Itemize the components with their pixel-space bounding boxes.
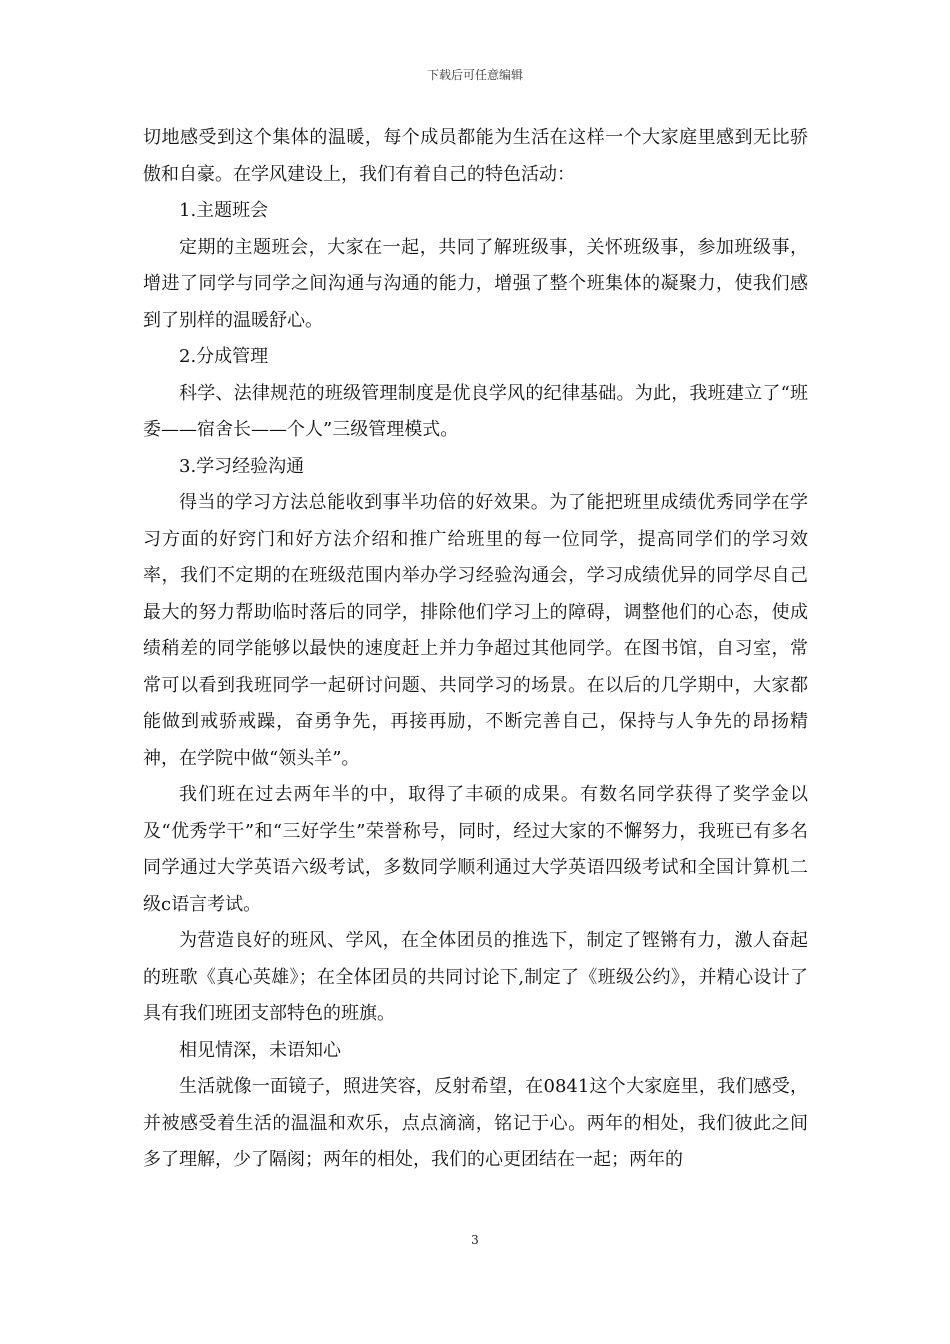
paragraph: 生活就像一面镜子，照进笑容，反射希望，在0841这个大家庭里，我们感受，并被感受着生活的温温和欢乐，点点滴滴，铭记于心。两年的相处，我们彼此之间多了理解，少了隔阂；两年的相处，我们的心更团结在一起；两年的 xyxy=(143,1076,808,1170)
section-heading: 3.学习经验沟通 xyxy=(179,455,305,477)
paragraph: 为营造良好的班风、学风，在全体团员的推选下，制定了铿锵有力，激人奋起的班歌《真心英雄》；在全体团员的共同讨论下,制定了《班级公约》，并精心设计了具有我们班团支部特色的班旗。 xyxy=(143,930,808,1024)
paragraph: 切地感受到这个集体的温暖，每个成员都能为生活在这样一个大家庭里感到无比骄傲和自豪。在学风建设上，我们有着自己的特色活动： xyxy=(143,127,808,185)
paragraph: 科学、法律规范的班级管理制度是优良学风的纪律基础。为此，我班建立了“班委——宿舍长——个人”三级管理模式。 xyxy=(143,382,808,440)
section-heading: 相见情深，未语知心 xyxy=(179,1039,341,1061)
document-body xyxy=(143,120,808,1179)
section-heading: 1.主题班会 xyxy=(179,200,269,221)
page-number: 3 xyxy=(471,1233,479,1247)
paragraph: 定期的主题班会，大家在一起，共同了解班级事，关怀班级事，参加班级事，增进了同学与同学之间沟通与沟通的能力，增强了整个班集体的凝聚力，使我们感到了别样的温暖舒心。 xyxy=(143,236,808,331)
page-header: 下载后可任意编辑 xyxy=(426,68,523,82)
paragraph: 得当的学习方法总能收到事半功倍的好效果。为了能把班里成绩优秀同学在学习方面的好窍门和好方法介绍和推广给班里的每一位同学，提高同学们的学习效率，我们不定期的在班级范围内举办学习经验沟通会，学习成绩优异的同学尽自己最大的努力帮助临时落后的同学，排除他们学习上的障碍，调整他们的心态，使成绩稍差的同学能够以最快的速度赶上并力争超过其他同学。在图书馆，自习室，常常可以看到我班同学一起研讨问题、共同学习的场景。在以后的几学期中，大家都能做到戒骄戒躁，奋勇争先，再接再励，不断完善自己，保持与人争先的昂扬精神，在学院中做“领头羊”。 xyxy=(143,492,808,769)
paragraph: 我们班在过去两年半的中，取得了丰硕的成果。有数名同学获得了奖学金以及“优秀学干”和“三好学生”荣誉称号，同时，经过大家的不懈努力，我班已有多名同学通过大学英语六级考试，多数同学顺利通过大学英语四级考试和全国计算机二级c语言考试。 xyxy=(143,784,808,915)
section-heading: 2.分成管理 xyxy=(179,346,269,367)
